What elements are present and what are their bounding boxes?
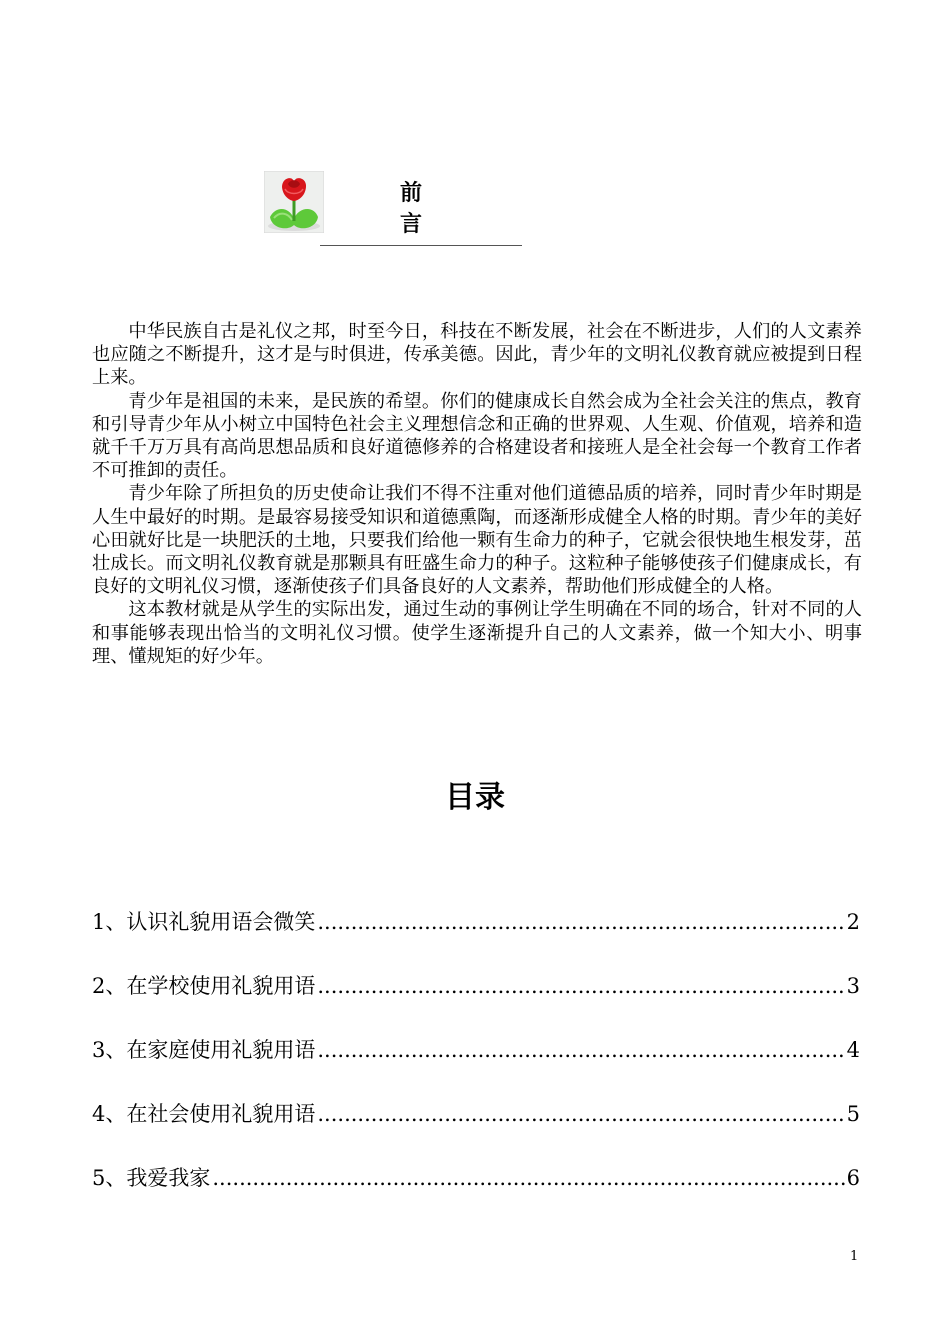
toc-heading: 目录	[445, 780, 505, 815]
preface-paragraph: 青少年是祖国的未来，是民族的希望。你们的健康成长自然会成为全社会关注的焦点，教育和引导青少年从小树立中国特色社会主义理想信念和正确的世界观、人生观、价值观，培养和造就千千万万具有高尚思想品质和良好道德修养的合格建设者和接班人是全社会每一个教育工作者不可推卸的责任。	[92, 390, 862, 482]
toc-entry[interactable]	[92, 1034, 860, 1098]
page-title: 前 言	[400, 181, 443, 237]
preface-body	[92, 320, 862, 668]
preface-paragraph: 青少年除了所担负的历史使命让我们不得不注重对他们道德品质的培养，同时青少年时期是人生中最好的时期。是最容易接受知识和道德熏陶，而逐渐形成健全人格的时期。青少年的美好心田就好比是一块肥沃的土地，只要我们给他一颗有生命力的种子，它就会很快地生根发芽，茁壮成长。而文明礼仪教育就是那颗具有旺盛生命力的种子。这粒种子能够使孩子们健康成长，有良好的文明礼仪习惯，逐渐使孩子们具备良好的人文素养，帮助他们形成健全的人格。	[92, 483, 862, 598]
toc-entry-label: 4、在社会使用礼貌用语	[92, 1102, 316, 1126]
toc-leader-dots	[317, 910, 844, 934]
toc-entry[interactable]	[92, 1098, 860, 1162]
toc-leader-dots	[317, 974, 844, 998]
toc-entry-label: 2、在学校使用礼貌用语	[92, 974, 316, 998]
toc-entry-page: 2	[846, 910, 860, 934]
toc-entry[interactable]	[92, 1162, 860, 1226]
toc-entry[interactable]	[92, 970, 860, 1034]
preface-paragraph: 这本教材就是从学生的实际出发，通过生动的事例让学生明确在不同的场合，针对不同的人和事能够表现出恰当的文明礼仪习惯。使学生逐渐提升自己的人文素养，做一个知大小、明事理、懂规矩的好少年。	[92, 599, 862, 667]
toc-leader-dots	[212, 1166, 844, 1190]
toc-entry[interactable]	[92, 906, 860, 970]
toc-entry-label: 1、认识礼貌用语会微笑	[92, 910, 316, 934]
table-of-contents	[92, 906, 860, 1226]
toc-entry-page: 3	[846, 974, 860, 998]
toc-leader-dots	[317, 1102, 844, 1126]
toc-entry-page: 5	[846, 1102, 860, 1126]
page-number: 1	[850, 1249, 859, 1264]
title-underline	[320, 245, 522, 246]
toc-entry-label: 3、在家庭使用礼貌用语	[92, 1038, 316, 1062]
preface-paragraph: 中华民族自古是礼仪之邦，时至今日，科技在不断发展，社会在不断进步，人们的人文素养也应随之不断提升，这才是与时俱进，传承美德。因此，青少年的文明礼仪教育就应被提到日程上来。	[92, 321, 862, 389]
toc-entry-page: 6	[846, 1166, 860, 1190]
rose-flower-icon	[264, 171, 324, 233]
toc-leader-dots	[317, 1038, 844, 1062]
toc-entry-label: 5、我爱我家	[92, 1166, 211, 1190]
toc-entry-page: 4	[846, 1038, 860, 1062]
